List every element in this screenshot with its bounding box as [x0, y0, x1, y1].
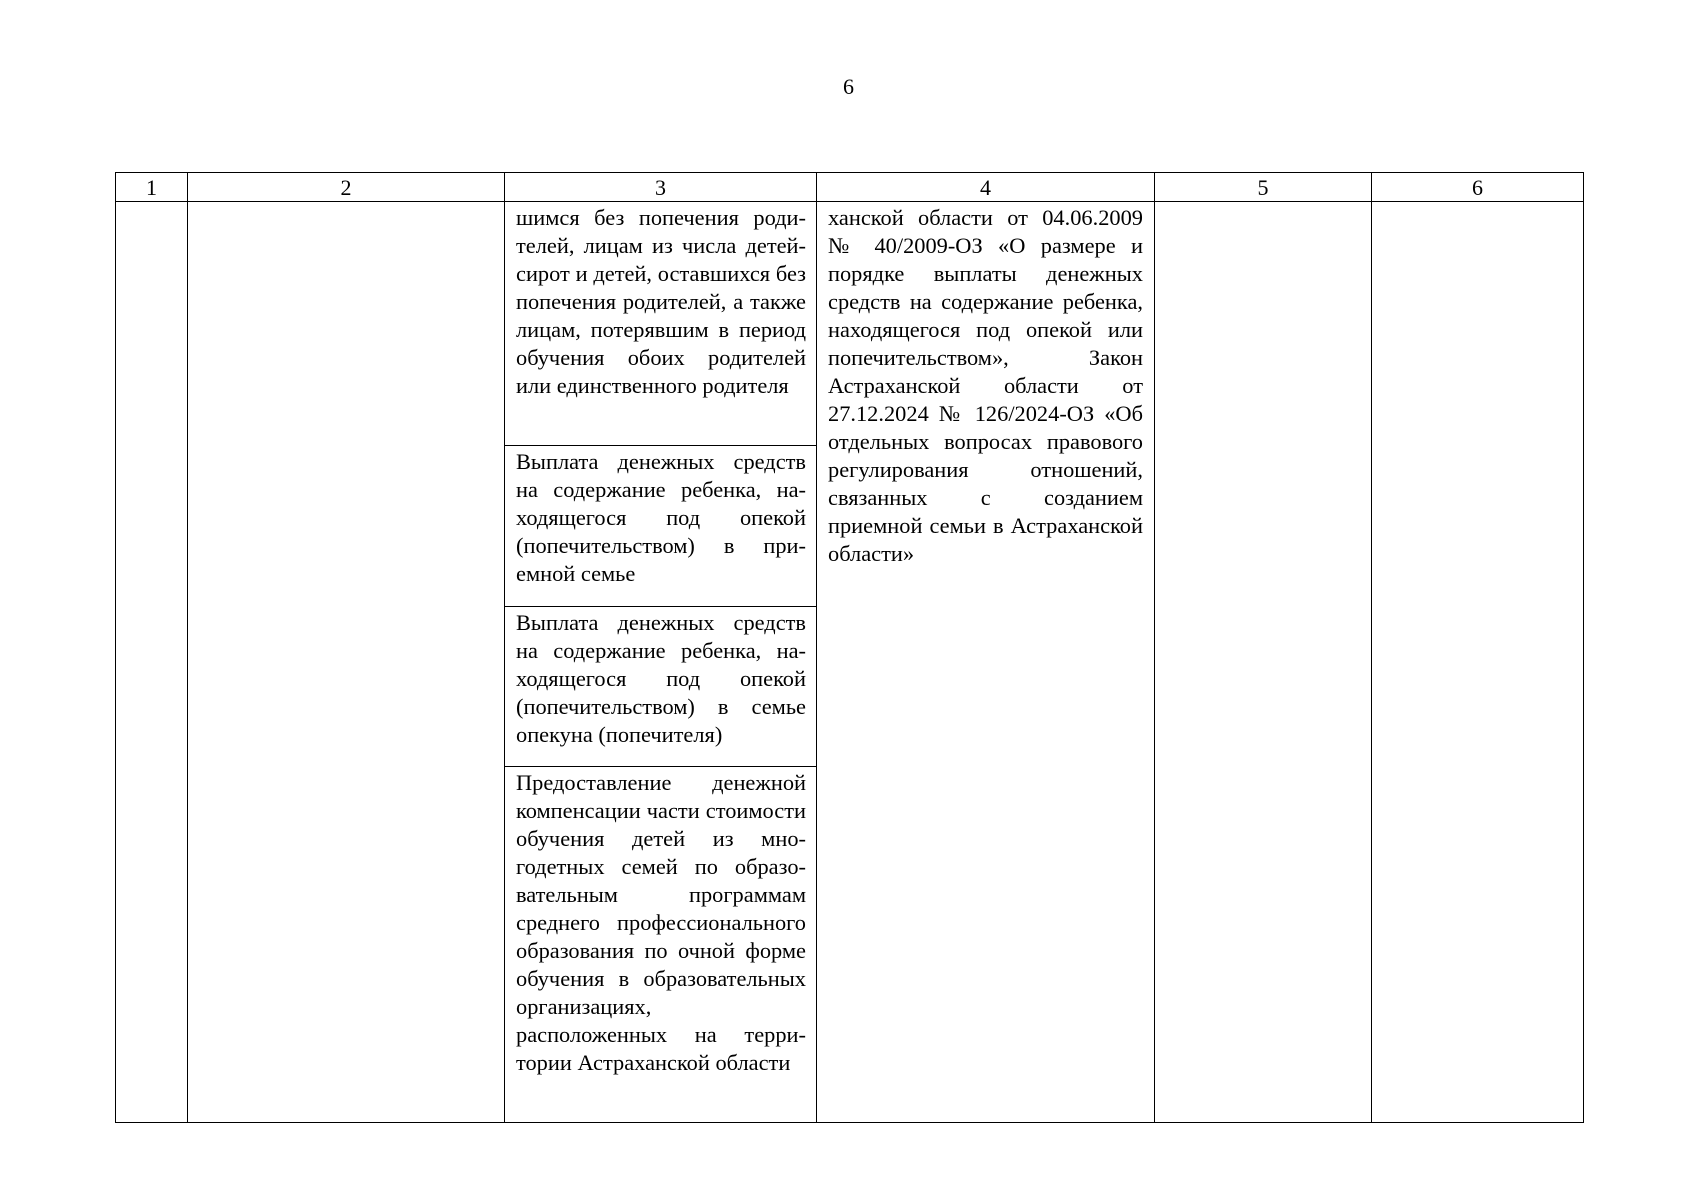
- cell-col-1: [116, 202, 188, 1123]
- cell-col-5: [1155, 202, 1372, 1123]
- column-header-1: 1: [116, 173, 188, 202]
- col3-entry-3: Выплата денежных средств на содержание ребенка, находящегося под опекой (попечительством) в семье опекуна (попечителя): [505, 607, 816, 767]
- col3-entry-4: Предоставление денежной компенсации части стоимости обучения детей из многодетных семей по образовательным программам среднего профессионального образования по очной форме обучения в образовательных организациях, расположенных на территории Астраханской области: [516, 770, 806, 1075]
- cell-col-2: [188, 202, 505, 1123]
- col3-sub-rows: [505, 202, 816, 1122]
- data-table: [115, 172, 1584, 1123]
- col3-entry-1: шимся без попечения родителей, лицам из числа детей-сирот и детей, оставшихся без попечения родителей, а также лицам, потерявшим в период обучения обоих родителей или единственного родителя: [505, 202, 816, 446]
- column-header-4: 4: [817, 173, 1155, 202]
- column-header-5: 5: [1155, 173, 1372, 202]
- table-header-row: [116, 173, 1584, 202]
- page-number: 6: [843, 74, 854, 99]
- column-header-2: 2: [188, 173, 505, 202]
- legal-basis-text: ханской области от 04.06.2009 № 40/2009-ОЗ «О размере и порядке выплаты денежных средств на содержание ребенка, находящегося под опекой или попечительством», Закон Астраханской области от 27.12.2024 № 126/2024-ОЗ «Об отдельных вопросах правового регулирования отношений, связанных с созданием приемной семьи в Астраханской области»: [828, 205, 1143, 566]
- col3-entry-2: Выплата денежных средств на содержание ребенка, находящегося под опекой (попечительством) в приемной семье: [505, 446, 816, 607]
- cell-col-4: [817, 202, 1155, 1123]
- column-header-3: 3: [505, 173, 817, 202]
- cell-col-3: [505, 202, 817, 1123]
- column-header-6: 6: [1372, 173, 1584, 202]
- cell-col-6: [1372, 202, 1584, 1123]
- table-row: [116, 202, 1584, 1123]
